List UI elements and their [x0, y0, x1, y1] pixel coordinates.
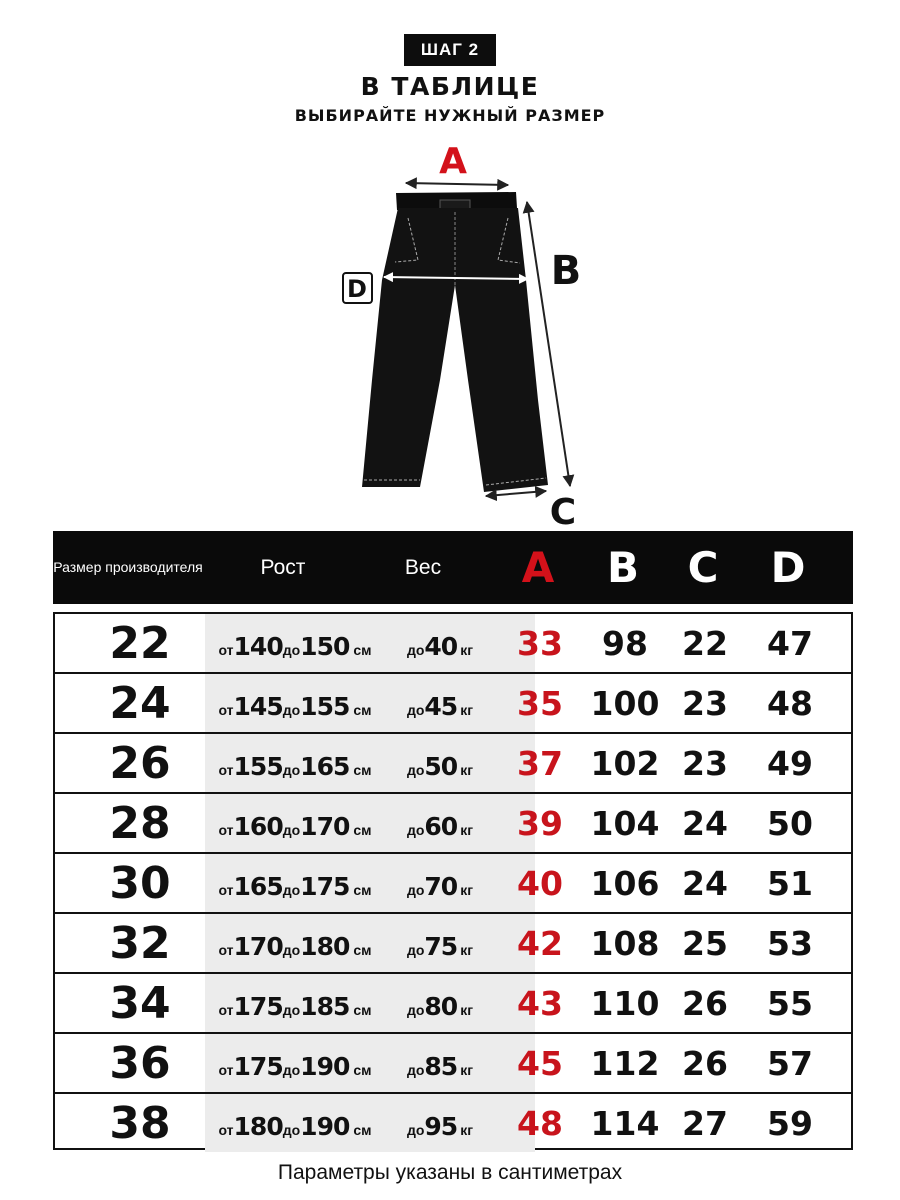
- unit-cm: см: [353, 762, 372, 778]
- cell-d: 53: [767, 923, 813, 963]
- unit-from: от: [218, 942, 234, 958]
- unit-to: до: [282, 762, 301, 778]
- height-to: 190: [300, 1052, 350, 1081]
- unit-to: до: [406, 1002, 425, 1018]
- cell-a: 33: [517, 623, 563, 663]
- height-to: 190: [300, 1112, 350, 1141]
- cell-weight: [390, 734, 490, 792]
- unit-kg: кг: [460, 942, 474, 958]
- cell-size: 26: [109, 737, 171, 789]
- unit-to: до: [406, 1062, 425, 1078]
- unit-cm: см: [353, 642, 372, 658]
- table-row: [55, 674, 851, 734]
- weight-to: 60: [424, 812, 458, 841]
- header-size: Размер производителя: [53, 559, 203, 575]
- cell-height: [210, 1094, 380, 1152]
- height-from: 170: [233, 932, 283, 961]
- cell-c: 24: [682, 803, 728, 843]
- unit-cm: см: [353, 822, 372, 838]
- cell-size: 34: [109, 977, 171, 1029]
- height-to: 175: [300, 872, 350, 901]
- cell-d: 55: [767, 983, 813, 1023]
- cell-d: 51: [767, 863, 813, 903]
- weight-to: 75: [424, 932, 458, 961]
- unit-from: от: [218, 1002, 234, 1018]
- weight-to: 70: [424, 872, 458, 901]
- label-a: A: [439, 141, 467, 182]
- unit-to: до: [282, 882, 301, 898]
- cell-weight: [390, 614, 490, 672]
- cell-b: 98: [602, 623, 648, 663]
- cell-weight: [390, 974, 490, 1032]
- cell-height: [210, 1034, 380, 1092]
- unit-to: до: [282, 1122, 301, 1138]
- cell-b: 112: [590, 1043, 660, 1083]
- cell-b: 108: [590, 923, 660, 963]
- unit-from: от: [218, 1062, 234, 1078]
- height-from: 145: [233, 692, 283, 721]
- weight-to: 40: [424, 632, 458, 661]
- cell-a: 40: [517, 863, 563, 903]
- unit-cm: см: [353, 882, 372, 898]
- height-to: 170: [300, 812, 350, 841]
- height-from: 180: [233, 1112, 283, 1141]
- table-row: [55, 794, 851, 854]
- unit-kg: кг: [460, 702, 474, 718]
- measure-c-arrow: [486, 491, 546, 496]
- cell-c: 24: [682, 863, 728, 903]
- page-title: В ТАБЛИЦЕ: [360, 72, 540, 101]
- unit-cm: см: [353, 942, 372, 958]
- unit-from: от: [218, 642, 234, 658]
- height-from: 165: [233, 872, 283, 901]
- cell-height: [210, 974, 380, 1032]
- unit-to: до: [406, 762, 425, 778]
- unit-from: от: [218, 822, 234, 838]
- header-b: B: [606, 543, 639, 592]
- cell-b: 106: [590, 863, 660, 903]
- cell-size: 36: [109, 1037, 171, 1089]
- height-to: 150: [300, 632, 350, 661]
- cell-d: 57: [767, 1043, 813, 1083]
- unit-kg: кг: [460, 642, 474, 658]
- unit-to: до: [406, 942, 425, 958]
- cell-a: 43: [517, 983, 563, 1023]
- height-from: 175: [233, 992, 283, 1021]
- cell-height: [210, 794, 380, 852]
- header-c: C: [687, 543, 719, 592]
- weight-to: 80: [424, 992, 458, 1021]
- unit-to: до: [282, 702, 301, 718]
- unit-to: до: [406, 1122, 425, 1138]
- header-height: Рост: [260, 555, 306, 579]
- pants-measurement-diagram: [0, 130, 900, 530]
- cell-weight: [390, 1094, 490, 1152]
- cell-a: 42: [517, 923, 563, 963]
- label-c: C: [549, 492, 577, 530]
- unit-to: до: [282, 822, 301, 838]
- cell-height: [210, 674, 380, 732]
- unit-cm: см: [353, 1062, 372, 1078]
- footnote: Параметры указаны в сантиметрах: [277, 1161, 623, 1184]
- cell-d: 47: [767, 623, 813, 663]
- cell-c: 26: [682, 1043, 728, 1083]
- weight-to: 50: [424, 752, 458, 781]
- page-subtitle: ВЫБИРАЙТЕ НУЖНЫЙ РАЗМЕР: [294, 106, 606, 125]
- table-row: [55, 734, 851, 794]
- cell-c: 22: [682, 623, 728, 663]
- height-to: 180: [300, 932, 350, 961]
- unit-kg: кг: [460, 822, 474, 838]
- height-from: 155: [233, 752, 283, 781]
- cell-d: 50: [767, 803, 813, 843]
- cell-a: 48: [517, 1103, 563, 1143]
- unit-from: от: [218, 1122, 234, 1138]
- cell-c: 26: [682, 983, 728, 1023]
- cell-weight: [390, 794, 490, 852]
- cell-size: 24: [109, 677, 171, 729]
- cell-d: 48: [767, 683, 813, 723]
- step-badge: ШАГ 2: [404, 34, 496, 66]
- unit-kg: кг: [460, 762, 474, 778]
- cell-c: 23: [682, 683, 728, 723]
- cell-size: 32: [109, 917, 171, 969]
- measure-a-arrow: [406, 183, 508, 185]
- unit-kg: кг: [460, 1062, 474, 1078]
- cell-size: 28: [109, 797, 171, 849]
- cell-size: 22: [109, 617, 171, 669]
- unit-cm: см: [353, 702, 372, 718]
- size-table-body: [53, 612, 853, 1150]
- table-row: [55, 614, 851, 674]
- cell-height: [210, 734, 380, 792]
- cell-weight: [390, 914, 490, 972]
- cell-size: 30: [109, 857, 171, 909]
- unit-from: от: [218, 882, 234, 898]
- cell-b: 114: [590, 1103, 660, 1143]
- unit-to: до: [282, 1062, 301, 1078]
- header-a: A: [521, 543, 555, 592]
- cell-c: 25: [682, 923, 728, 963]
- unit-to: до: [406, 882, 425, 898]
- cell-c: 23: [682, 743, 728, 783]
- height-to: 165: [300, 752, 350, 781]
- unit-to: до: [282, 642, 301, 658]
- cell-b: 110: [590, 983, 660, 1023]
- size-table-header: [53, 531, 853, 604]
- cell-b: 100: [590, 683, 660, 723]
- unit-kg: кг: [460, 1002, 474, 1018]
- cell-a: 45: [517, 1043, 563, 1083]
- cell-height: [210, 614, 380, 672]
- table-row: [55, 854, 851, 914]
- unit-to: до: [282, 942, 301, 958]
- cell-weight: [390, 1034, 490, 1092]
- table-row: [55, 974, 851, 1034]
- cell-a: 35: [517, 683, 563, 723]
- cell-height: [210, 854, 380, 912]
- cell-a: 39: [517, 803, 563, 843]
- weight-to: 85: [424, 1052, 458, 1081]
- unit-kg: кг: [460, 882, 474, 898]
- unit-cm: см: [353, 1002, 372, 1018]
- table-row: [55, 914, 851, 974]
- header-d: D: [770, 543, 806, 592]
- cell-height: [210, 914, 380, 972]
- cell-weight: [390, 854, 490, 912]
- cell-d: 59: [767, 1103, 813, 1143]
- unit-kg: кг: [460, 1122, 474, 1138]
- height-to: 155: [300, 692, 350, 721]
- table-row: [55, 1094, 851, 1152]
- label-b: B: [550, 248, 582, 294]
- cell-size: 38: [109, 1097, 171, 1149]
- cell-weight: [390, 674, 490, 732]
- unit-to: до: [406, 642, 425, 658]
- header-weight: Вес: [404, 555, 442, 579]
- weight-to: 45: [424, 692, 458, 721]
- unit-cm: см: [353, 1122, 372, 1138]
- table-row: [55, 1034, 851, 1094]
- unit-to: до: [406, 702, 425, 718]
- unit-from: от: [218, 702, 234, 718]
- pants-image: [362, 192, 548, 492]
- cell-b: 102: [590, 743, 660, 783]
- cell-a: 37: [517, 743, 563, 783]
- unit-to: до: [282, 1002, 301, 1018]
- height-from: 140: [233, 632, 283, 661]
- cell-c: 27: [682, 1103, 728, 1143]
- weight-to: 95: [424, 1112, 458, 1141]
- unit-to: до: [406, 822, 425, 838]
- height-to: 185: [300, 992, 350, 1021]
- cell-b: 104: [590, 803, 660, 843]
- height-from: 160: [233, 812, 283, 841]
- cell-d: 49: [767, 743, 813, 783]
- height-from: 175: [233, 1052, 283, 1081]
- unit-from: от: [218, 762, 234, 778]
- label-d: D: [347, 275, 367, 303]
